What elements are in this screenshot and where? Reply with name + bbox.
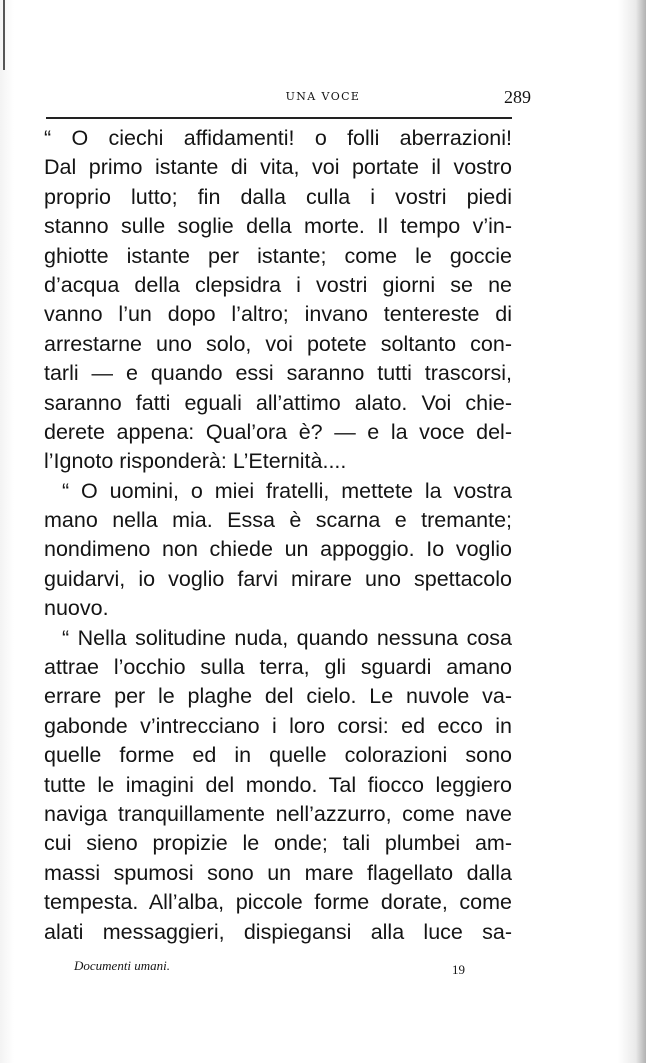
text-line: quelle forme ed in quelle colorazioni sono: [44, 743, 512, 768]
text-line: nuovo.: [44, 596, 109, 621]
text-line: tutte le imagini del mondo. Tal fiocco leggiero: [44, 772, 512, 797]
header-divider: [46, 117, 512, 119]
running-header: UNA VOCE: [285, 90, 361, 103]
text-line: stanno sulle soglie della morte. Il tempo v’in-: [44, 214, 512, 239]
text-line: arrestarne uno solo, voi potete soltanto con-: [44, 331, 512, 356]
page-number: 289: [504, 87, 531, 107]
text-line: vanno l’un dopo l’altro; invano tentereste di: [44, 302, 512, 327]
text-line: gabonde v’intrecciano i loro corsi: ed ecco in: [44, 713, 512, 738]
text-line: massi spumosi sono un mare flagellato dalla: [44, 860, 512, 885]
text-line: attrae l’occhio sulla terra, gli sguardi amano: [44, 655, 512, 680]
text-line: ghiotte istante per istante; come le goccie: [44, 243, 512, 268]
text-line: nondimeno non chiede un appoggio. Io voglio: [44, 537, 512, 562]
left-edge-mark: [3, 0, 5, 70]
text-line: saranno fatti eguali all’attimo alato. Voi chie-: [44, 390, 512, 415]
text-line: errare per le plaghe del cielo. Le nuvole va-: [44, 684, 512, 709]
text-line: “ Nella solitudine nuda, quando nessuna cosa: [62, 625, 512, 650]
text-line: mano nella mia. Essa è scarna e tremante;: [44, 508, 512, 533]
page-gutter-shadow: [636, 0, 646, 1063]
text-line: l’Ignoto risponderà: L’Eternità....: [44, 449, 347, 474]
text-line: tarli — e quando essi saranno tutti trascorsi,: [44, 361, 512, 386]
signature-mark: Documenti umani.: [74, 958, 171, 973]
text-line: alati messaggieri, dispiegansi alla luce sa-: [44, 919, 512, 944]
text-line: proprio lutto; fin dalla culla i vostri piedi: [44, 184, 512, 209]
text-line: Dal primo istante di vita, voi portate il vostro: [44, 155, 512, 180]
text-line: “ O ciechi affidamenti! o folli aberrazioni!: [44, 126, 512, 150]
text-line: “ O uomini, o miei fratelli, mettete la vostra: [62, 478, 512, 503]
text-line: cui sieno propizie le onde; tali plumbei am-: [44, 831, 512, 856]
text-line: naviga tranquillamente nell’azzurro, come nave: [44, 801, 512, 826]
body-text: [44, 124, 512, 947]
signature-number: 19: [452, 962, 465, 977]
text-line: derete appena: Qual’ora è? — e la voce del-: [44, 419, 512, 444]
text-line: d’acqua della clepsidra i vostri giorni se ne: [44, 272, 512, 297]
text-line: tempesta. All’alba, piccole forme dorate, come: [44, 890, 512, 915]
text-line: guidarvi, io voglio farvi mirare uno spettacolo: [44, 566, 512, 591]
